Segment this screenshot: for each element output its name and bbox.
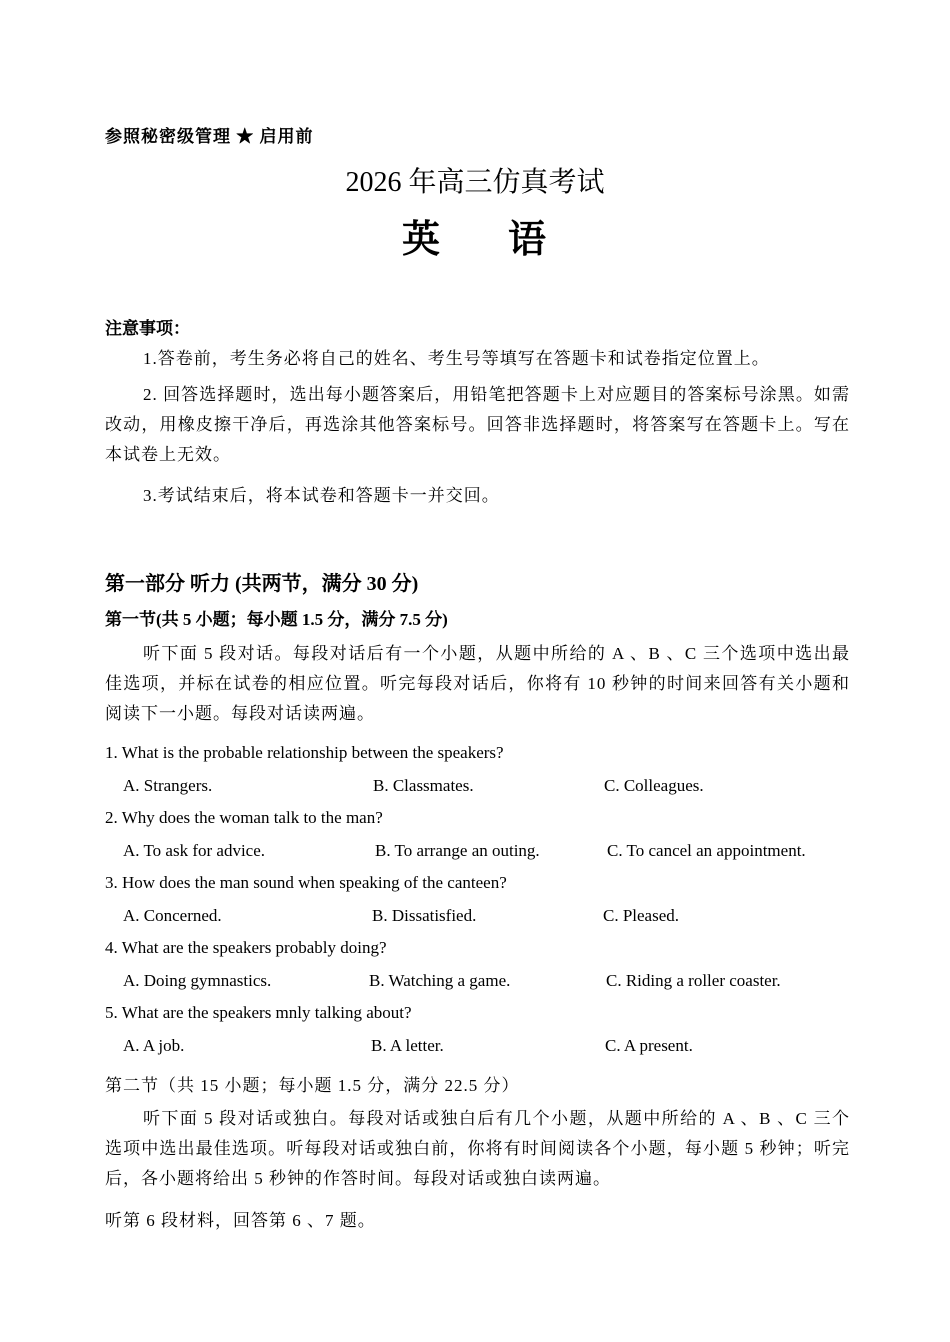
question-3-option-a: A. Concerned.	[123, 906, 222, 925]
section1-heading: 第一节(共 5 小题；每小题 1.5 分，满分 7.5 分)	[105, 610, 448, 629]
question-2-option-c: C. To cancel an appointment.	[607, 841, 806, 860]
notice-heading: 注意事项：	[105, 319, 190, 338]
section2-heading: 第二节（共 15 小题；每小题 1.5 分，满分 22.5 分）	[105, 1076, 520, 1095]
subject-char-1: 英	[401, 219, 442, 261]
subject-title	[0, 208, 950, 263]
question-5-option-b: B. A letter.	[371, 1036, 444, 1055]
question-2-stem: 2. Why does the woman talk to the man?	[105, 808, 383, 827]
subject-char-2: 语	[508, 219, 549, 261]
exam-title: 2026 年高三仿真考试	[345, 167, 605, 198]
question-1-option-a: A. Strangers.	[123, 776, 213, 795]
notice-item-1: 1.答卷前，考生务必将自己的姓名、考生号等填写在答题卡和试卷指定位置上。	[143, 349, 770, 368]
question-3-stem: 3. How does the man sound when speaking of the canteen?	[105, 873, 507, 892]
question-4-option-a: A. Doing gymnastics.	[123, 971, 272, 990]
question-1-stem: 1. What is the probable relationship between the speakers?	[105, 743, 504, 762]
question-5-option-c: C. A present.	[605, 1036, 693, 1055]
question-3-option-b: B. Dissatisfied.	[372, 906, 477, 925]
question-5-option-a: A. A job.	[123, 1036, 185, 1055]
notice-item-2: 2. 回答选择题时，选出每小题答案后，用铅笔把答题卡上对应题目的答案标号涂黑。如需改动，用橡皮擦干净后，再选涂其他答案标号。回答非选择题时，将答案写在答题卡上。写在本试卷上无效。	[105, 385, 850, 464]
section2-instructions: 听下面 5 段对话或独白。每段对话或独白后有几个小题，从题中所给的 A 、B 、C 三个选项中选出最佳选项。听每段对话或独白前，你将有时间阅读各个小题，每小题 5 秒钟；听完后，各小题将给出 5 秒钟的作答时间。每段对话或独白读两遍。	[105, 1109, 850, 1188]
question-5-stem: 5. What are the speakers mnly talking about?	[105, 1003, 412, 1022]
notice-item-3: 3.考试结束后，将本试卷和答题卡一并交回。	[143, 486, 500, 505]
question-4-option-b: B. Watching a game.	[369, 971, 511, 990]
question-1-option-c: C. Colleagues.	[604, 776, 704, 795]
question-1-option-b: B. Classmates.	[373, 776, 474, 795]
question-3-option-c: C. Pleased.	[603, 906, 680, 925]
material-note: 听第 6 段材料，回答第 6 、7 题。	[105, 1211, 376, 1230]
section1-instructions: 听下面 5 段对话。每段对话后有一个小题，从题中所给的 A 、B 、C 三个选项中选出最佳选项，并标在试卷的相应位置。听完每段对话后，你将有 10 秒钟的时间来回答有关小题和阅读下一小题。每段对话读两遍。	[105, 644, 850, 723]
part1-heading: 第一部分 听力 (共两节，满分 30 分)	[105, 573, 419, 595]
question-4-stem: 4. What are the speakers probably doing?	[105, 938, 387, 957]
question-2-option-b: B. To arrange an outing.	[375, 841, 540, 860]
question-4-option-c: C. Riding a roller coaster.	[606, 971, 781, 990]
question-2-option-a: A. To ask for advice.	[123, 841, 266, 860]
confidentiality-label: 参照秘密级管理 ★ 启用前	[105, 127, 314, 146]
